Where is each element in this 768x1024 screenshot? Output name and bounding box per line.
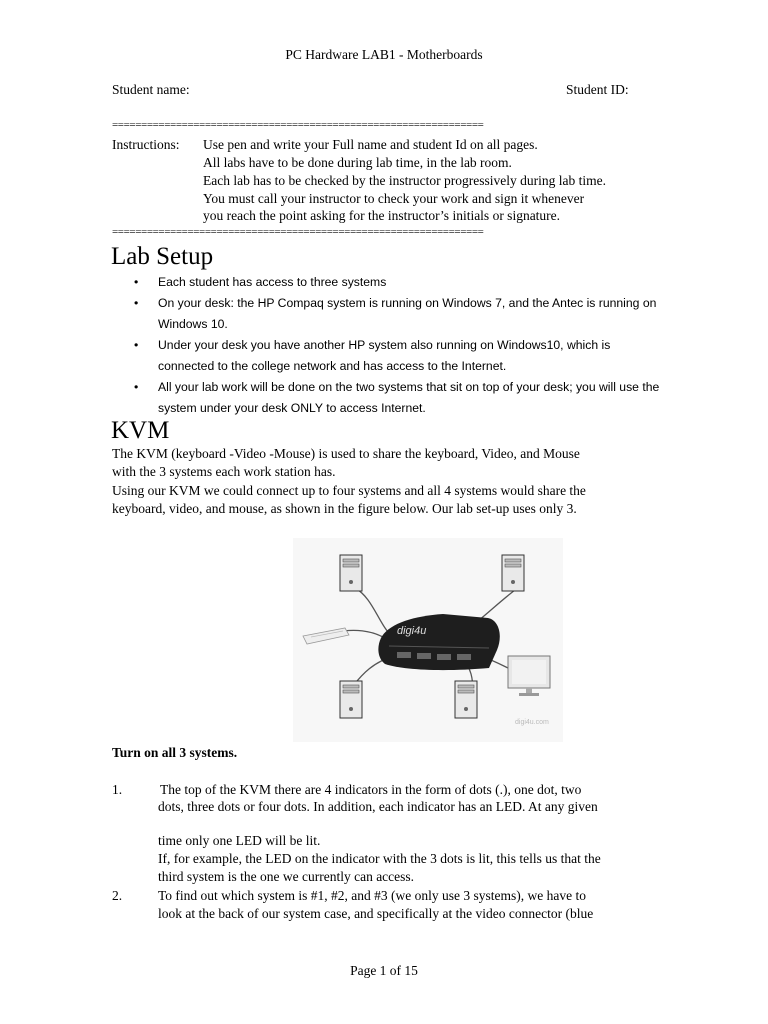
page-number: Page 1 of 15 bbox=[350, 963, 418, 978]
instruction-line: Use pen and write your Full name and student Id on all pages. bbox=[203, 137, 538, 152]
computer-tower-icon bbox=[340, 681, 362, 718]
kvm-paragraph-line: with the 3 systems each work station has. bbox=[112, 464, 336, 479]
bullet-icon: • bbox=[134, 338, 139, 352]
instruction-line: Each lab has to be checked by the instructor progressively during lab time. bbox=[203, 173, 607, 188]
step-line: third system is the one we currently can access. bbox=[158, 869, 415, 884]
kvm-diagram-figure bbox=[293, 538, 563, 742]
step-line: look at the back of our system case, and specifically at the video connector (blue bbox=[158, 906, 594, 921]
step-line: dots, three dots or four dots. In addition, each indicator has an LED. At any given bbox=[158, 799, 598, 814]
bullet-icon: • bbox=[134, 275, 139, 289]
list-item: • Each student has access to three systems bbox=[134, 272, 664, 293]
lab-setup-bullets bbox=[134, 272, 664, 419]
kvm-brand-logo: digi4u bbox=[397, 625, 427, 637]
step-number: 2. bbox=[112, 888, 123, 903]
figure-watermark: digi4u.com bbox=[515, 719, 549, 726]
kvm-paragraph-line: The KVM (keyboard -Video -Mouse) is used to share the keyboard, Video, and Mouse bbox=[112, 446, 580, 461]
student-name-label: Student name: bbox=[112, 82, 190, 97]
computer-tower-icon bbox=[455, 681, 477, 718]
step-line: time only one LED will be lit. bbox=[158, 833, 321, 848]
lab-setup-heading: Lab Setup bbox=[111, 243, 214, 270]
step-line: To find out which system is #1, #2, and #3 (we only use 3 systems), we have to bbox=[158, 888, 586, 903]
step-number: 1. bbox=[112, 782, 123, 797]
kvm-diagram bbox=[293, 538, 563, 742]
instruction-line: You must call your instructor to check your work and sign it whenever bbox=[203, 191, 585, 206]
step-line: If, for example, the LED on the indicator with the 3 dots is lit, this tells us that the bbox=[158, 851, 601, 866]
separator-rule-top: ================================================================ bbox=[112, 119, 484, 131]
bullet-icon: • bbox=[134, 380, 139, 394]
step-line: The top of the KVM there are 4 indicators in the form of dots (.), one dot, two bbox=[160, 782, 582, 797]
step-intro: Turn on all 3 systems. bbox=[112, 745, 238, 760]
list-item: • On your desk: the HP Compaq system is running on Windows 7, and the Antec is running on Windows 10. bbox=[134, 293, 664, 335]
page-title: PC Hardware LAB1 - Motherboards bbox=[285, 47, 483, 62]
kvm-paragraph-line: keyboard, video, and mouse, as shown in the figure below. Our lab set-up uses only 3. bbox=[112, 501, 577, 516]
instructions-label: Instructions: bbox=[112, 137, 180, 152]
kvm-heading: KVM bbox=[111, 417, 170, 444]
instruction-line: you reach the point asking for the instructor’s initials or signature. bbox=[203, 208, 561, 223]
instruction-line: All labs have to be done during lab time, in the lab room. bbox=[203, 155, 512, 170]
computer-tower-icon bbox=[340, 555, 362, 591]
separator-rule-bottom: ================================================================ bbox=[112, 226, 484, 238]
student-id-label: Student ID: bbox=[566, 82, 629, 97]
list-item: • All your lab work will be done on the two systems that sit on top of your desk; you will use the system under your desk ONLY to access Internet. bbox=[134, 377, 664, 419]
computer-tower-icon bbox=[502, 555, 524, 591]
bullet-icon: • bbox=[134, 296, 139, 310]
list-item: • Under your desk you have another HP system also running on Windows10, which is connected to the college network and has access to the Internet. bbox=[134, 335, 664, 377]
kvm-paragraph-line: Using our KVM we could connect up to four systems and all 4 systems would share the bbox=[112, 483, 586, 498]
